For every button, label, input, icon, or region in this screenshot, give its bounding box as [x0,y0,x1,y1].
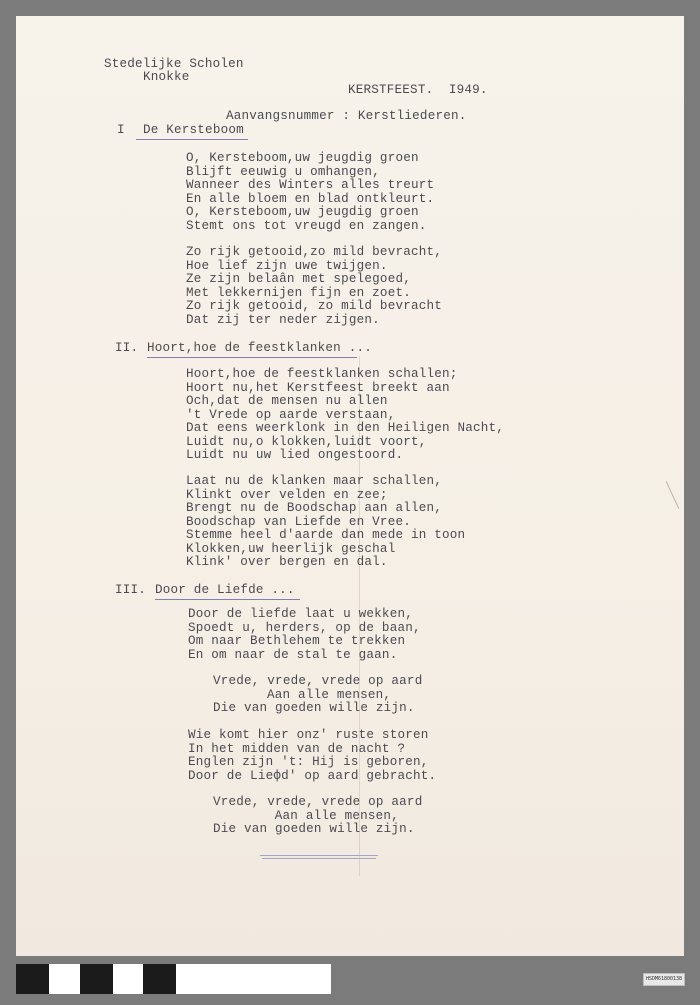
calibration-patch-black [16,964,49,994]
verse-line: Klink' over bergen en dal. [186,555,388,569]
song-2-underline [147,357,357,358]
verse-line: Dat zij ter neder zijgen. [186,312,380,327]
verse-line: Englen zijn 't: Hij is geboren, [188,755,429,769]
verse-line: En alle bloem en blad ontkleurt. [186,191,435,206]
verse-line: Wanneer des Winters alles treurt [186,178,435,192]
song-3-title: Door de Liefde ... [155,583,295,597]
verse-line: Laat nu de klanken maar schallen, [186,474,442,488]
verse-line: Stemme heel d'aarde dan mede in toon [186,528,466,542]
verse-line: Klinkt over velden en zee; [186,487,388,502]
calibration-patch-black [80,964,113,994]
verse-line: Wie komt hier onz' ruste storen [188,728,429,742]
verse-line: Zo rijk getooid,zo mild bevracht, [186,245,442,259]
song-1-number: I [117,123,125,137]
verse-line: Hoort nu,het Kerstfeest breekt aan [186,380,450,395]
event-title: KERSTFEEST. I949. [348,83,488,97]
calibration-patch-white [113,964,143,994]
opening-number: Aanvangsnummer : Kerstliederen. [226,109,467,123]
refrain-line: Die van goeden wille zijn. [213,822,415,836]
song-1-underline [136,139,248,140]
verse-line: Luidt nu uw lied ongestoord. [186,448,404,462]
refrain-line: Die van goeden wille zijn. [213,701,415,715]
closing-rule-top [260,855,378,856]
verse-line: Door de Lieфd' op aard gebracht. [188,768,437,783]
verse-line: Met lekkernijen fijn en zoet. [186,285,411,300]
refrain-line: Aan alle mensen, [236,687,392,702]
institution-location: Knokke [143,70,190,84]
song-2-title: Hoort,hoe de feestklanken ... [147,341,372,355]
verse-line: En om naar de stal te gaan. [188,647,398,662]
verse-line: 't Vrede op aarde verstaan, [186,407,396,422]
refrain-line: Vrede, vrede, vrede op aard [213,795,423,809]
refrain-line: Aan alle mensen, [236,808,399,823]
song-3-number: III. [115,583,147,597]
verse-line: Luidt nu,o klokken,luidt voort, [186,434,427,449]
verse-line: Zo rijk getooid, zo mild bevracht [186,299,442,313]
verse-line: Hoort,hoe de feestklanken schallen; [186,367,458,381]
verse-line: Boodschap van Liefde en Vree. [186,514,411,529]
calibration-patch-black [143,964,176,994]
verse-line: Hoe lief zijn uwe twijgen. [186,258,388,273]
song-1-title: De Kersteboom [143,123,244,137]
song-2-number: II. [115,341,139,355]
verse-line: Klokken,uw heerlijk geschal [186,541,396,556]
closing-rule-bottom [262,858,376,859]
calibration-patch-white-wide [176,964,331,994]
verse-line: Door de liefde laat u wekken, [188,607,413,621]
institution-name: Stedelijke Scholen [104,57,244,71]
calibration-patch-white [49,964,80,994]
verse-line: Dat eens weerklonk in den Heiligen Nacht, [186,421,505,435]
verse-line: Brengt nu de Boodschap aan allen, [186,501,442,515]
verse-line: O, Kersteboom,uw jeugdig groen [186,151,419,165]
verse-line: Spoedt u, herders, op de baan, [188,620,421,635]
verse-line: Blijft eeuwig u omhangen, [186,164,380,179]
refrain-line: Vrede, vrede, vrede op aard [213,674,423,688]
verse-line: In het midden van de nacht ? [188,741,406,756]
verse-line: Stemt ons tot vreugd en zangen. [186,218,427,233]
verse-line: Ze zijn belaân met spelegoed, [186,272,411,286]
song-3-underline [155,599,300,600]
verse-line: O, Kersteboom,uw jeugdig groen [186,205,419,219]
archive-id-label: HSDM61800138 [643,973,685,986]
verse-line: Om naar Bethlehem te trekken [188,634,406,648]
verse-line: Och,dat de mensen nu allen [186,394,388,408]
